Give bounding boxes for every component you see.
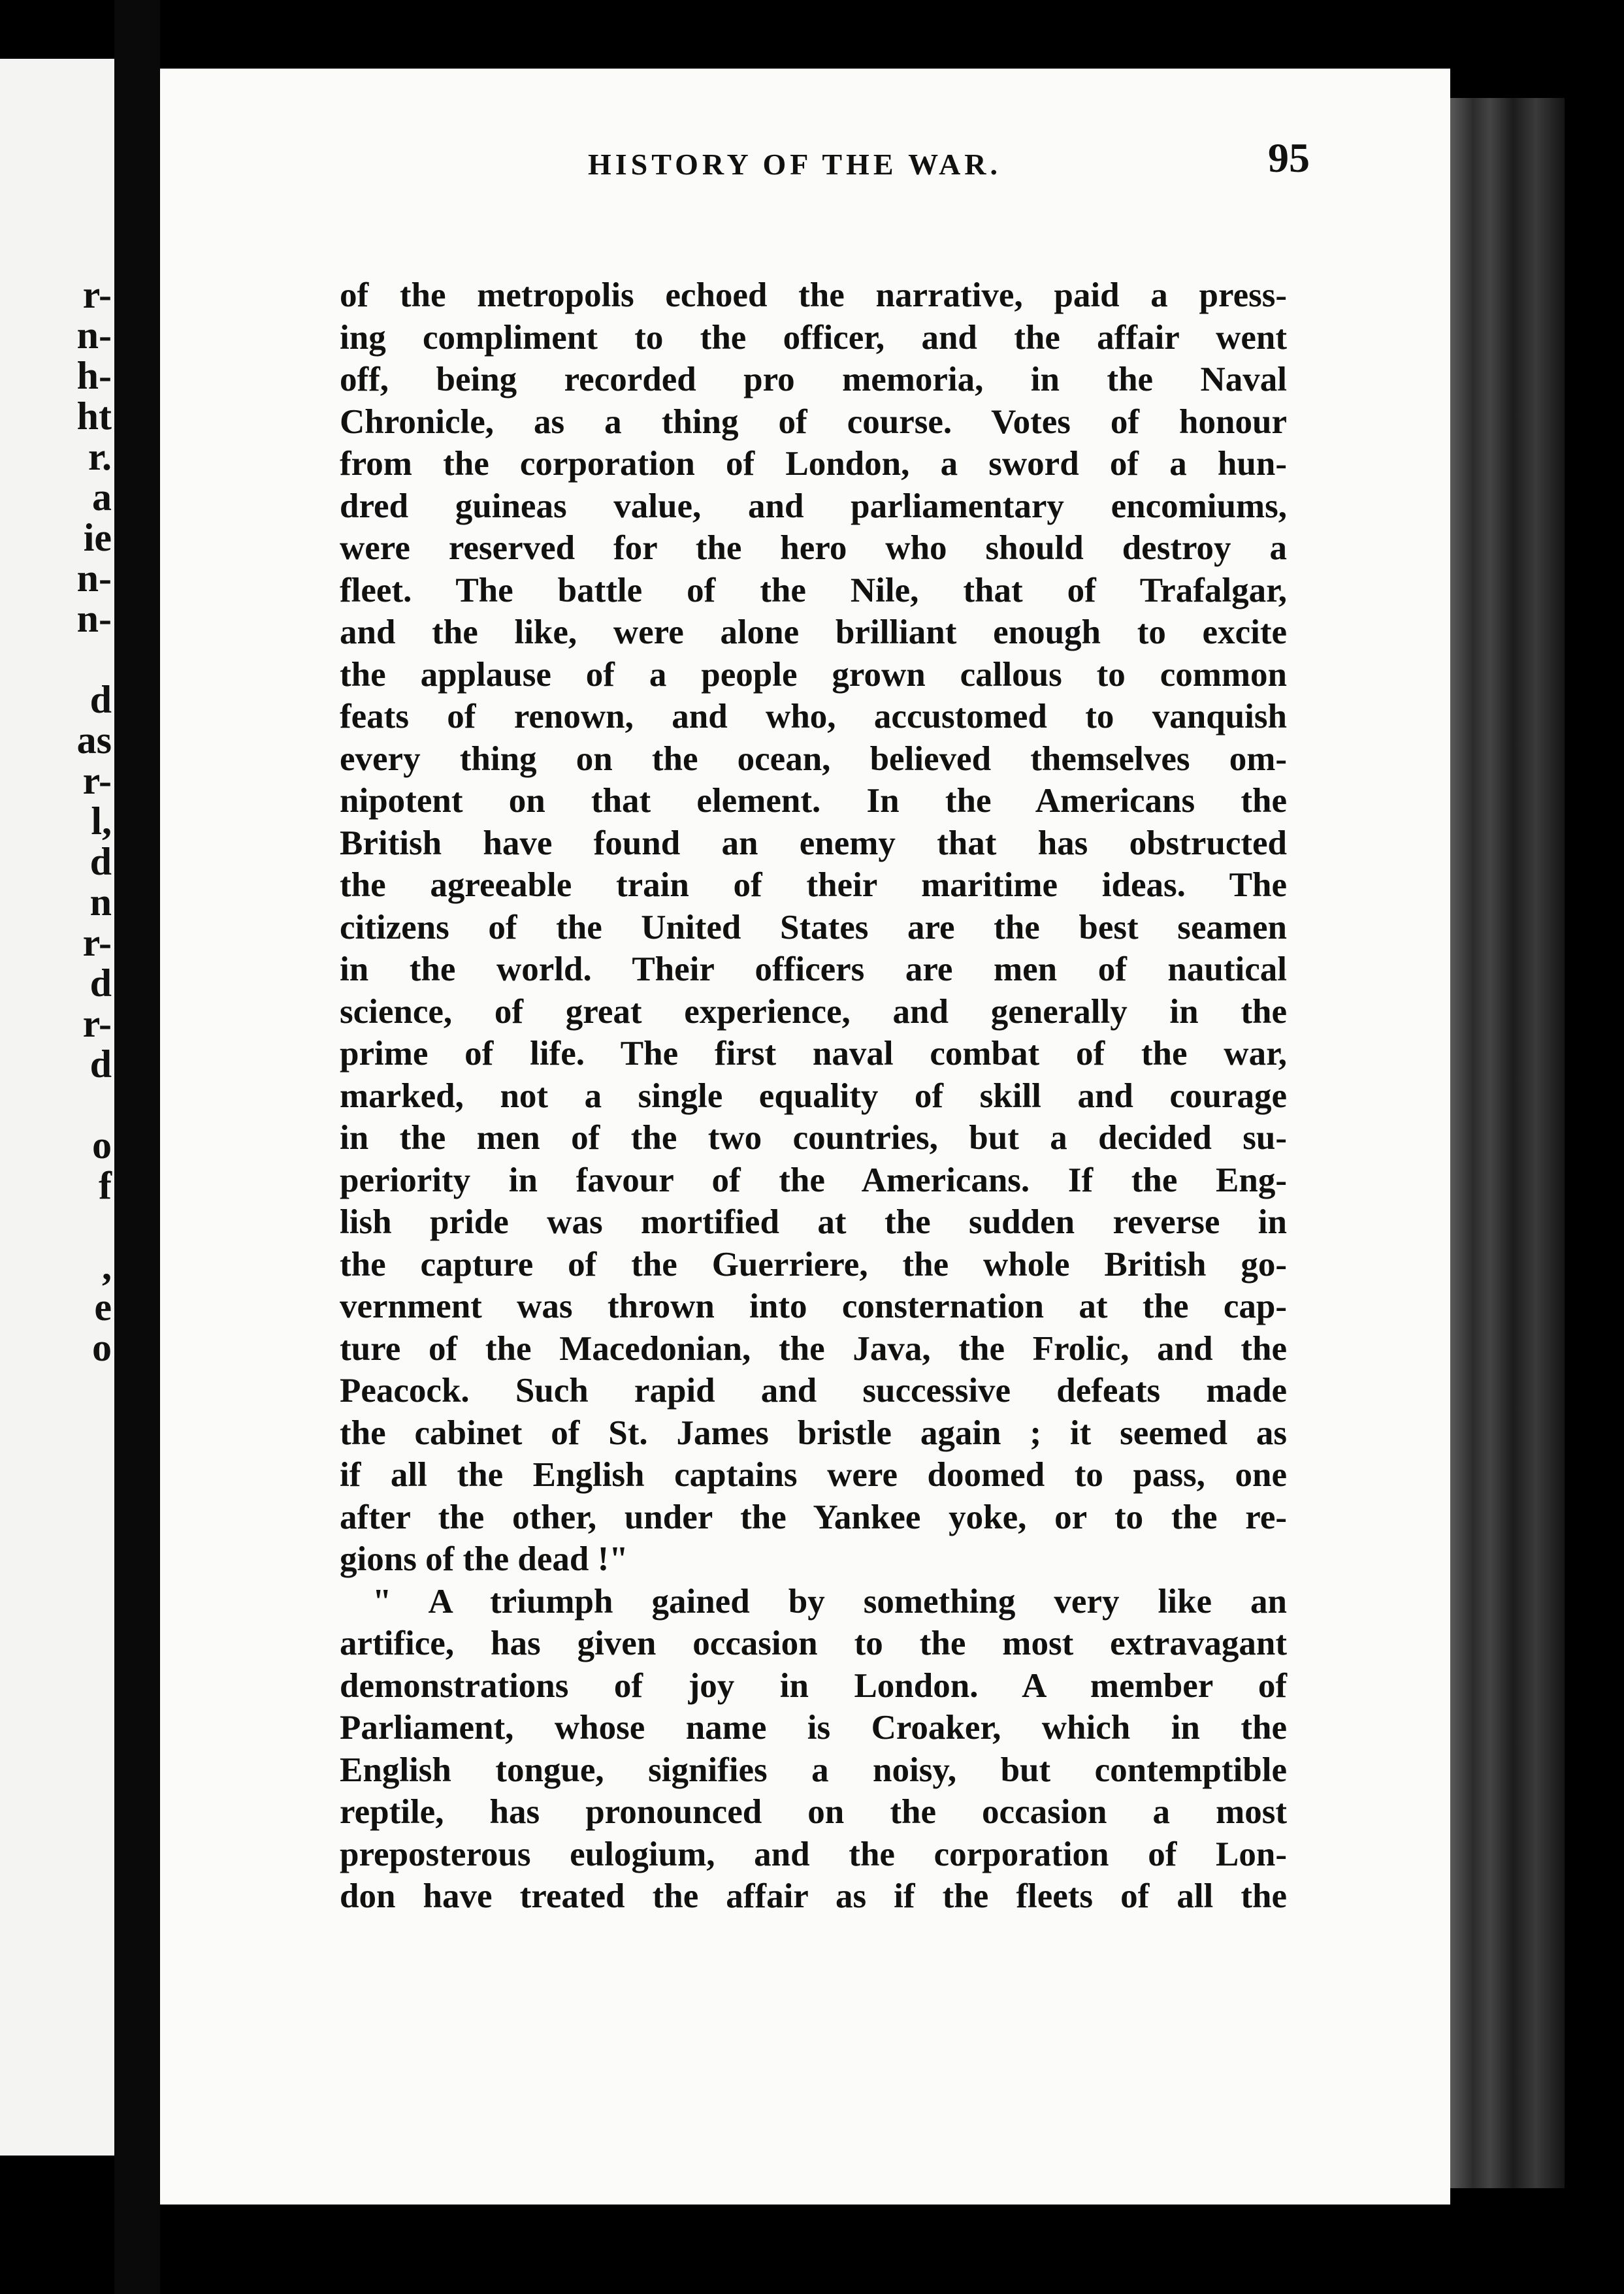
left-fragment: n- [76,597,112,640]
text-line: dred guineas value, and parliamentary encomiums, [340,487,1287,525]
text-line: citizens of the United States are the best seamen [340,908,1287,946]
left-fragment: n [89,880,112,924]
text-line: ture of the Macedonian, the Java, the Frolic, and the [340,1329,1287,1368]
left-fragment: o [92,1326,112,1369]
left-fragment: r- [82,1002,112,1045]
left-fragment: d [89,840,112,883]
text-line: nipotent on that element. In the Americans the [340,782,1287,820]
text-line: in the men of the two countries, but a decided su- [340,1119,1287,1157]
left-fragment: n- [76,557,112,600]
text-line: science, of great experience, and generally in the [340,992,1287,1031]
text-line: every thing on the ocean, believed themselves om- [340,739,1287,778]
text-line: Parliament, whose name is Croaker, which in the [340,1709,1287,1747]
page-stack-edge [1450,98,1565,2188]
text-line: and the like, were alone brilliant enough to excite [340,613,1287,651]
text-line: lish pride was mortified at the sudden reverse in [340,1203,1287,1241]
text-line: feats of renown, and who, accustomed to vanquish [340,698,1287,735]
text-line: reptile, has pronounced on the occasion a most [340,1793,1287,1831]
left-fragment: h- [76,354,112,397]
body-text [340,274,1287,1918]
text-line: periority in favour of the Americans. If the Eng- [340,1161,1287,1199]
left-page-fragments [33,274,112,1489]
text-line: " A triumph gained by something very like an [372,1582,1287,1621]
text-line: in the world. Their officers are men of nautical [340,950,1287,988]
text-line: vernment was thrown into consternation at the cap- [340,1287,1287,1325]
left-fragment: f [99,1164,112,1207]
text-line: the applause of a people grown callous to common [340,655,1287,694]
text-line: prime of life. The first naval combat of the war, [340,1035,1287,1073]
left-fragment [33,1206,112,1246]
left-fragment: e [94,1285,112,1329]
left-fragment: r. [88,435,112,478]
left-fragment: , [102,1245,112,1288]
text-line: Chronicle, as a thing of course. Votes of honour [340,402,1287,441]
running-head: HISTORY OF THE WAR. [588,148,1002,181]
text-line: of the metropolis echoed the narrative, paid a press- [340,276,1287,314]
left-fragment: o [92,1123,112,1167]
text-line: marked, not a single equality of skill and courage [340,1076,1287,1115]
left-fragment: a [92,476,112,519]
left-fragment: ht [76,395,112,438]
left-fragment: d [89,678,112,721]
text-line: Peacock. Such rapid and successive defeats made [340,1372,1287,1410]
text-line: off, being recorded pro memoria, in the Naval [340,361,1287,398]
left-fragment: d [89,961,112,1005]
text-line: British have found an enemy that has obstructed [340,824,1287,862]
left-fragment: l, [91,800,112,843]
book-gutter [114,0,160,2294]
text-line: the agreeable train of their maritime ideas. The [340,866,1287,904]
text-line: were reserved for the hero who should destroy a [340,529,1287,567]
text-line: the cabinet of St. James bristle again ; it seemed as [340,1414,1287,1452]
text-line: the capture of the Guerriere, the whole British go- [340,1245,1287,1284]
text-line: after the other, under the Yankee yoke, or to the re- [340,1498,1287,1536]
left-fragment [33,1408,112,1449]
text-line: if all the English captains were doomed to pass, one [340,1456,1287,1494]
left-fragment: ie [83,516,112,559]
text-line: artifice, has given occasion to the most extravagant [340,1624,1287,1662]
text-line: English tongue, signifies a noisy, but contemptible [340,1751,1287,1789]
text-line: gions of the dead !" [340,1540,628,1578]
text-line: demonstrations of joy in London. A member of [340,1666,1287,1705]
text-line: from the corporation of London, a sword of a hun- [340,445,1287,483]
left-fragment: d [89,1042,112,1086]
text-line: don have treated the affair as if the fleets of all the [340,1877,1287,1915]
left-fragment [33,1084,112,1125]
left-fragment: r- [82,759,112,802]
left-fragment: r- [82,273,112,316]
text-line: fleet. The battle of the Nile, that of Trafalgar, [340,571,1287,609]
left-fragment: as [76,719,112,762]
left-fragment [33,639,112,679]
page-number: 95 [1268,135,1310,181]
left-fragment [33,1449,112,1489]
text-line: ing compliment to the officer, and the affair went [340,318,1287,357]
left-fragment [33,1368,112,1408]
left-fragment: r- [82,921,112,964]
page-header [428,134,1310,193]
text-line: preposterous eulogium, and the corporation of Lon- [340,1835,1287,1873]
left-fragment: n- [76,314,112,357]
left-page-edge [0,59,114,2156]
